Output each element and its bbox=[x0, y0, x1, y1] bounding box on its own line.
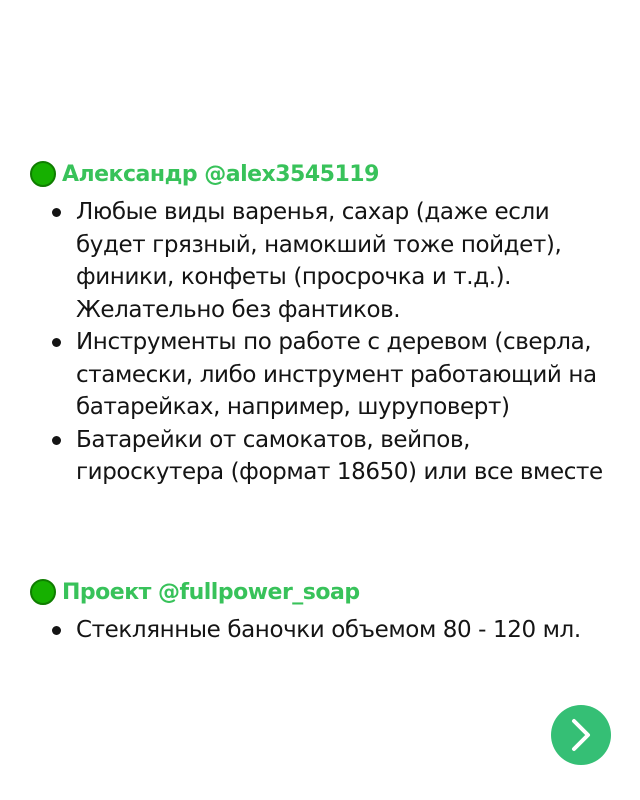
list-item bbox=[30, 424, 620, 489]
green-circle-icon bbox=[30, 579, 56, 605]
bullet-icon bbox=[52, 208, 61, 217]
section-header-text: Александр @alex3545119 bbox=[62, 161, 379, 187]
item-list bbox=[30, 196, 620, 489]
chevron-right-icon bbox=[568, 718, 594, 752]
list-item bbox=[30, 326, 620, 424]
bullet-icon bbox=[52, 436, 61, 445]
donor-section-project bbox=[30, 576, 620, 647]
list-item-text: Любые виды варенья, сахар (даже если будет грязный, намокший тоже пойдет), финики, конфеты (просрочка и т.д.). Желательно без фантиков. bbox=[76, 199, 562, 323]
list-item bbox=[30, 196, 620, 326]
section-header-text: Проект @fullpower_soap bbox=[62, 579, 360, 605]
green-circle-icon bbox=[30, 161, 56, 187]
list-item bbox=[30, 614, 620, 647]
item-list bbox=[30, 614, 620, 647]
list-item-text: Инструменты по работе с деревом (сверла, стамески, либо инструмент работающий на батарейках, например, шуруповерт) bbox=[76, 329, 597, 420]
donor-section-alexander bbox=[30, 158, 620, 489]
section-header bbox=[30, 576, 620, 608]
bullet-icon bbox=[52, 626, 61, 635]
next-slide-button[interactable] bbox=[551, 705, 611, 765]
list-item-text: Батарейки от самокатов, вейпов, гироскутера (формат 18650) или все вместе bbox=[76, 426, 603, 485]
section-header bbox=[30, 158, 620, 190]
list-item-text: Стеклянные баночки объемом 80 - 120 мл. bbox=[76, 617, 581, 643]
bullet-icon bbox=[52, 338, 61, 347]
